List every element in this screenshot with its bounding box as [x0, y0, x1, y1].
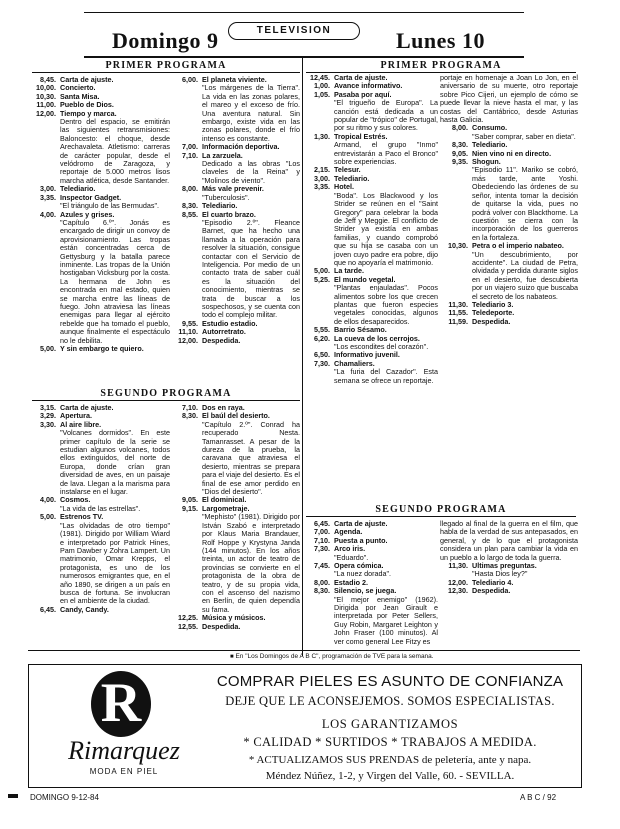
program-description: "Episodio 2.º". Fleance Barnet, que ha hecho una llamada a la operación para resolver la situación, consigue contactar con el Servicio de Inteligencia. Por medio de un contacto trata de saber cuál es la situación del conocimiento, mientras se trata de buscar a los sospechosos, y se cuenta con todo el complejo militar. [202, 217, 300, 320]
program-entry [440, 124, 578, 141]
program-title: El planeta viviente. [202, 76, 267, 84]
monday-primer-column-1 [302, 74, 438, 498]
program-title: Arco iris. [334, 544, 366, 554]
program-description: "Mephisto" (1981). Dirigido por István Szabó e interpretado por Klaus Maria Brandauer, Rolf Hoppe y Krystyna Janda (144 minutos). En los años treinta, un actor de teatro de provincias se convierte en el protagonista de la obra de teatro, y de su propia vida, con el ascenso del nazismo en Berlín, de quien dependía su fama. [202, 512, 300, 614]
program-time: 12,45. [310, 74, 330, 82]
program-time: 12,00. [178, 335, 198, 345]
program-time: 1,05. [314, 89, 330, 99]
program-time: 9,05. [452, 148, 468, 158]
program-entry [440, 520, 578, 562]
program-entry [28, 496, 170, 513]
program-title: Azules y grises. [60, 209, 115, 219]
program-entry [302, 360, 438, 385]
program-description: "Episodio 11". Mariko se cobró, más tarde, ante Yoshi. Obedeciendo las órdenes de su señor, intenta tomar la decisión de quitarse la vida, pues no podrá volver con Blackthorne. La cuestión se cierra con la incorporación de los guerreros en la fortaleza. [472, 165, 578, 242]
program-time: 3,35. [314, 182, 330, 192]
program-entry [28, 513, 170, 605]
program-title: Y sin embargo te quiero. [60, 344, 144, 353]
sunday-segundo-rule [32, 400, 300, 401]
sunday-segundo-heading: SEGUNDO PROGRAMA [100, 388, 232, 399]
top-rule [84, 12, 524, 13]
program-title: Música y músicos. [202, 613, 266, 623]
sunday-primer-rule [32, 72, 300, 73]
programming-note-text: En "Los Domingos de A B C", programación de TVE para la semana. [235, 653, 434, 660]
monday-primer-heading: PRIMER PROGRAMA [380, 60, 502, 71]
program-entry [440, 242, 578, 301]
program-title: Telediario. [60, 184, 96, 194]
ad-line-5: * ACTUALIZAMOS SUS PRENDAS de peletería, ante y napa. [248, 754, 532, 766]
program-title: Carta de ajuste. [334, 520, 388, 528]
program-title: Despedida. [202, 335, 241, 345]
program-time: 8,00. [452, 123, 468, 133]
program-entry [170, 185, 300, 202]
ad-line-2: DEJE QUE LE ACONSEJEMOS. SOMOS ESPECIALISTAS. [225, 694, 555, 708]
program-time: 12,25. [178, 613, 198, 623]
program-entry [440, 158, 578, 242]
program-title: Despedida. [472, 586, 511, 596]
program-body [334, 133, 438, 167]
program-title: Consumo. [472, 123, 508, 133]
program-time: 8,00. [182, 184, 198, 194]
program-description: "Eduardo". [334, 552, 369, 562]
program-body [472, 242, 578, 301]
program-description: "Boda". Los Blackwood y los Strider se reúnen en el "Saint Gregory" para celebrar la boda de Jeff y Meggie. El conflicto de Strider ya existía en ambas familias, y cuando comprobó que su hija se casaba con un joven cuyo padre era pobre, dijo que no apoyaría el matrimonio. [334, 190, 438, 267]
program-time: 7,10. [314, 535, 330, 545]
program-time: 7,10. [182, 150, 198, 160]
program-description: "Los márgenes de la Tierra". La vida en las zonas polares, el mareo y el exceso de frío. Una aventura natural. Sin embargo, existe vida en las zonas polares, donde el frío intenso es constante. [202, 83, 300, 143]
program-entry [302, 562, 438, 579]
program-body [472, 318, 578, 326]
program-description: "Hasta Dios ley?" [472, 569, 528, 579]
program-entry [170, 412, 300, 496]
program-body [334, 91, 438, 133]
program-time: 5,00. [40, 344, 56, 353]
program-body [202, 185, 300, 202]
program-description: "El trigueño de Europa". La canción está dedicada a un popular de "trópico" de Portugal, por su ritmo y sus colores. [334, 98, 438, 133]
program-title: El cuarto brazo. [202, 209, 256, 219]
program-title: Santa Misa. [60, 91, 100, 101]
ad-line-1: COMPRAR PIELES ES ASUNTO DE CONFIANZA [216, 673, 564, 690]
program-body [202, 337, 300, 345]
rimarquez-brand-name: Rimarquez [68, 736, 180, 765]
monday-primer-column-2 [440, 74, 578, 498]
program-title: Agenda. [334, 527, 363, 537]
program-entry [302, 545, 438, 562]
program-body [334, 587, 438, 646]
program-title: Autorretrato. [202, 327, 246, 337]
program-title: Avance informativo. [334, 81, 403, 91]
program-body [472, 124, 578, 141]
program-title: Carta de ajuste. [334, 74, 388, 82]
program-title: Carta de ajuste. [60, 404, 114, 412]
program-body [334, 360, 438, 385]
program-time: 7,00. [314, 527, 330, 537]
program-title: Despedida. [472, 316, 511, 326]
program-title: Hotel. [334, 182, 354, 192]
note-rule [28, 650, 580, 651]
rimarquez-logo [49, 671, 199, 781]
program-title: Pasaba por aquí. [334, 89, 392, 99]
program-body [334, 335, 438, 352]
program-description: "La nuez dorada". [334, 569, 392, 579]
program-description: "Plantas enjauladas". Pocos alimentos sobre los que crecen plantas que fueron especies vegetales conocidas, algunos de ellos desaparecidos. [334, 283, 438, 326]
program-description: "El triángulo de las Bermudas". [60, 201, 159, 211]
program-entry [302, 335, 438, 352]
program-entry [302, 183, 438, 267]
program-title: Telediario. [472, 140, 508, 150]
program-time: 5,25. [314, 274, 330, 284]
program-body [472, 587, 578, 595]
program-description: "Las olvidadas de otro tiempo" (1981). Dirigido por William Wiard e interpretado por Patrick Hines, Pam Dawber y Zohra Lampert. Un matrimonio, Omar Krepps, el protagonista, es uno de los numerosos emigrantes que, en el año 1890, se dirigen a un país en busca de fortuna. Se involucran en el ambiente de la ciudad. [60, 520, 170, 606]
program-title: El dominical. [202, 495, 247, 505]
program-description: "Un descubrimiento, por accidente". La ciudad de Petra, olvidada y perdida durante siglos en el desierto, fue descubierta por un viajero suizo que buscaba el secreto de los nabateos. [472, 249, 578, 301]
program-entry [302, 91, 438, 133]
program-title: Telesur. [334, 165, 361, 175]
program-entry [170, 337, 300, 345]
program-body [60, 421, 170, 497]
ad-line-3: LOS GARANTIZAMOS [321, 717, 459, 731]
program-time: 9,05. [182, 495, 198, 505]
program-title: Al aire libre. [60, 419, 102, 429]
program-description: "La vida de las estrellas". [60, 503, 141, 513]
program-entry [302, 133, 438, 167]
program-entry [440, 587, 578, 595]
program-entry [170, 76, 300, 143]
program-entry [28, 211, 170, 346]
program-time: 11,00. [36, 100, 56, 110]
monday-primer-rule [306, 72, 576, 73]
program-description: Dedicado a las obras "Los claveles de la Reina" y "Molinos de viento". [202, 159, 300, 185]
program-description: "Capítulo 2.º". Conrad ha recuperado Nesta. Tamanrasset. A pesar de la dureza de la prueba, la caravana que atraviesa el desierto, mientras se prepara para el viaje del desierto. Es el final de ese amor perdido en "Dios del desierto". [202, 419, 300, 497]
program-title: Tropical Estrés. [334, 131, 388, 141]
program-entry [440, 562, 578, 579]
program-body [202, 211, 300, 320]
program-description: Armand, el grupo "Inmo" entrevistarán a Paco el Bronco" sobre experiencias. [334, 140, 438, 167]
ad-line-4: * CALIDAD * SURTIDOS * TRABAJOS A MEDIDA. [243, 735, 537, 749]
program-time: 5,00. [40, 512, 56, 522]
programming-note: ■ En "Los Domingos de A B C", programación de TVE para la semana. [230, 653, 434, 660]
program-body [60, 194, 170, 211]
program-time: 3,35. [40, 192, 56, 202]
program-entry [302, 587, 438, 646]
program-description: "Tuberculosis". [202, 192, 250, 202]
program-body [60, 345, 170, 353]
program-entry [28, 194, 170, 211]
program-body [334, 545, 438, 562]
program-time: 7,00. [182, 142, 198, 152]
program-description: "Volcanes dormidos". En este primer capítulo de la serie se estudian algunos volcanes, todos ellos extinguidos, del norte de Europa, donde crían gran diversidad de aves, en un paisaje de lava. Llegan a la marisma para instalarse en el lugar. [60, 428, 170, 497]
program-time: 1,30. [314, 131, 330, 141]
program-description: "El mejor enemigo" (1962). Dirigida por Jean Girault e interpretada por Peter Sellers, Guy Robin, Margaret Leighton y John Fraser (100 minutos). Al ver como general Lee Fitzy es [334, 594, 438, 646]
program-time: 6,00. [182, 76, 198, 84]
program-time: 11,55. [448, 308, 468, 318]
sunday-primer-column-1 [28, 76, 170, 374]
program-time: 3,00. [314, 173, 330, 183]
program-title: Nien vino ni en directo. [472, 148, 552, 158]
program-title: Estudio estadio. [202, 318, 258, 328]
footer-date: DOMINGO 9-12-84 [30, 793, 99, 802]
program-title: Telediario 3. [472, 299, 514, 309]
program-time: 12,30. [448, 586, 468, 596]
program-body [440, 74, 578, 124]
program-time: 3,30. [40, 419, 56, 429]
program-time: 10,30. [448, 241, 468, 251]
rimarquez-logo-letter: R [100, 672, 142, 734]
program-title: Barrio Sésamo. [334, 325, 387, 335]
program-description: "Los escondites del corazón". [334, 342, 429, 351]
program-title: Shogun. [472, 157, 501, 167]
program-body [202, 505, 300, 614]
program-time: 12,00. [448, 577, 468, 587]
program-description: Dentro del espacio, se emitirán las siguientes retransmisiones: Baloncesto: el choque, desde Arechavaleta. Atletismo: carreras de carácter popular, desde el velódromo de Zaragoza, y reportaje de 5.000 metros lisos marcha atlética, desde Santander. [60, 117, 170, 185]
program-title: Estadio 2. [334, 577, 368, 587]
program-body [202, 152, 300, 186]
program-description: "Saber comprar, saber en dieta". [472, 131, 576, 141]
program-time: 2,15. [314, 165, 330, 175]
program-entry [440, 74, 578, 124]
program-time: 11,59. [448, 316, 468, 326]
program-title: Información deportiva. [202, 142, 280, 152]
television-section-logo: TELEVISION [228, 22, 360, 40]
program-body [472, 158, 578, 242]
program-time: 5,55. [314, 325, 330, 335]
program-time: 8,30. [452, 140, 468, 150]
program-body [334, 276, 438, 326]
program-time: 6,50. [314, 350, 330, 360]
program-body [60, 110, 170, 186]
program-title: Despedida. [202, 621, 241, 631]
program-title: Dos en raya. [202, 404, 245, 412]
program-body [60, 496, 170, 513]
program-entry [170, 152, 300, 186]
program-body [202, 412, 300, 496]
program-description: "Capítulo 6.º". Jonás es encargado de dirigir un convoy de aprovisionamiento. Las tropas están concentradas cerca de Gettysburg y la batalla parece inminente. Las tropas de la Unión hostigaban Vicksburg por la costa. La hermana de John es encontrada en mal estado, quien se marcha entre las líneas de fuego. John atraviesa las líneas enemigas para llegar al ejército rebelde que ha tomado el pueblo, aunque finalmente el espectáculo no le debilita. [60, 217, 170, 345]
program-body [334, 562, 438, 579]
program-entry [28, 421, 170, 497]
program-body [202, 623, 300, 631]
program-time: 1,00. [314, 81, 330, 91]
monday-segundo-rule [306, 516, 576, 517]
program-time: 3,00. [40, 184, 56, 194]
program-time: 12,55. [178, 621, 198, 631]
program-time: 7,30. [314, 544, 330, 554]
program-time: 6,45. [40, 604, 56, 614]
program-time: 9,35. [452, 157, 468, 167]
program-entry [440, 318, 578, 326]
program-time: 8,55. [182, 209, 198, 219]
program-entry [170, 211, 300, 320]
program-title: Candy, Candy. [60, 604, 109, 614]
program-description: llegado al final de la guerra en el film, que habla de la verdad de sus antepasados, en general, y de lo que el protagonista considera un plan para cambiar la vida en un pueblo a lo largo de toda la guerra. [440, 520, 578, 562]
program-body [60, 606, 170, 614]
program-time: 3,15. [40, 404, 56, 412]
program-time: 7,45. [314, 561, 330, 571]
program-title: Telediario. [202, 201, 238, 211]
program-title: Cosmos. [60, 495, 91, 505]
program-title: Carta de ajuste. [60, 76, 114, 84]
program-time: 8,30. [182, 411, 198, 421]
rimarquez-advertisement [28, 664, 582, 788]
program-title: Inspector Gadget. [60, 192, 122, 202]
program-time: 8,00. [314, 577, 330, 587]
program-time: 4,00. [40, 209, 56, 219]
program-entry [170, 505, 300, 614]
sunday-segundo-column-1 [28, 404, 170, 644]
program-title: Silencio, se juega. [334, 586, 397, 596]
program-time: 3,29. [40, 411, 56, 421]
program-body [472, 562, 578, 579]
program-title: Pueblo de Dios. [60, 100, 114, 110]
program-title: Concierto. [60, 83, 96, 93]
program-time: 11,30. [448, 561, 468, 571]
program-title: Petra o el imperio nabateo. [472, 241, 564, 251]
footer-page: A B C / 92 [520, 793, 557, 802]
program-title: La zarzuela. [202, 150, 243, 160]
program-description: portaje en homenaje a Joan Lo Jon, en el aniversario de su muerte, otro reportaje sobre Pico Cijeri, un ejemplo de cómo se puede llevar la nieve hasta el mar, y las costas del Cantábrico, desde Asturias hasta Galicia. [440, 74, 578, 125]
program-title: Ultimas preguntas. [472, 561, 537, 571]
program-body [334, 183, 438, 267]
program-body [440, 520, 578, 562]
program-title: Chamaliers. [334, 358, 375, 368]
program-entry [28, 606, 170, 614]
program-time: 9,15. [182, 503, 198, 513]
program-title: Estrenos TV. [60, 512, 104, 522]
program-title: Telediario 4. [472, 577, 514, 587]
program-title: El baúl del desierto. [202, 411, 270, 421]
program-title: Informativo juvenil. [334, 350, 400, 360]
program-title: La tarde. [334, 266, 364, 276]
program-time: 5,00. [314, 266, 330, 276]
program-title: El mundo vegetal. [334, 274, 396, 284]
program-time: 10,30. [36, 91, 56, 101]
program-title: Telediario. [334, 173, 370, 183]
program-title: Opera cómica. [334, 561, 384, 571]
program-time: 8,45. [40, 76, 56, 84]
program-title: La cueva de los cerrojos. [334, 333, 420, 343]
program-body [202, 76, 300, 143]
program-time: 12,00. [36, 108, 56, 118]
program-title: Largometraje. [202, 503, 250, 513]
program-time: 8,30. [314, 586, 330, 596]
program-description: "La furia del Cazador". Esta semana se ofrece un reportaje. [334, 367, 438, 385]
program-title: Teledeporte. [472, 308, 515, 318]
program-title: Más vale prevenir. [202, 184, 264, 194]
program-time: 4,00. [40, 495, 56, 505]
ad-line-6: Méndez Núñez, 1-2, y Virgen del Valle, 60. - SEVILLA. [265, 770, 515, 782]
program-body [60, 513, 170, 605]
program-entry [28, 110, 170, 186]
rimarquez-brand-sub: MODA EN PIEL [89, 767, 159, 776]
program-time: 6,20. [314, 333, 330, 343]
program-time: 10,00. [36, 83, 56, 93]
program-time: 7,30. [314, 358, 330, 368]
sunday-primer-column-2 [170, 76, 300, 374]
sunday-segundo-column-2 [170, 404, 300, 644]
program-entry [170, 623, 300, 631]
program-title: Tiempo y marca. [60, 108, 117, 118]
program-time: 11,30. [448, 299, 468, 309]
header-bottom-rule [84, 56, 524, 58]
edge-mark [8, 794, 18, 798]
monday-segundo-column-2 [440, 520, 578, 650]
program-time: 7,10. [182, 404, 198, 412]
program-title: Apertura. [60, 411, 92, 421]
program-time: 9,55. [182, 318, 198, 328]
monday-segundo-column-1 [302, 520, 438, 650]
monday-segundo-heading: SEGUNDO PROGRAMA [375, 504, 507, 515]
sunday-heading: Domingo 9 [112, 28, 219, 53]
program-entry [302, 276, 438, 326]
program-body [60, 211, 170, 346]
program-time: 8,30. [182, 201, 198, 211]
program-time: 11,10. [178, 327, 198, 337]
program-entry [28, 345, 170, 353]
sunday-primer-heading: PRIMER PROGRAMA [105, 60, 227, 71]
monday-heading: Lunes 10 [396, 28, 485, 53]
program-title: Puesta a punto. [334, 535, 388, 545]
program-time: 6,45. [314, 520, 330, 528]
